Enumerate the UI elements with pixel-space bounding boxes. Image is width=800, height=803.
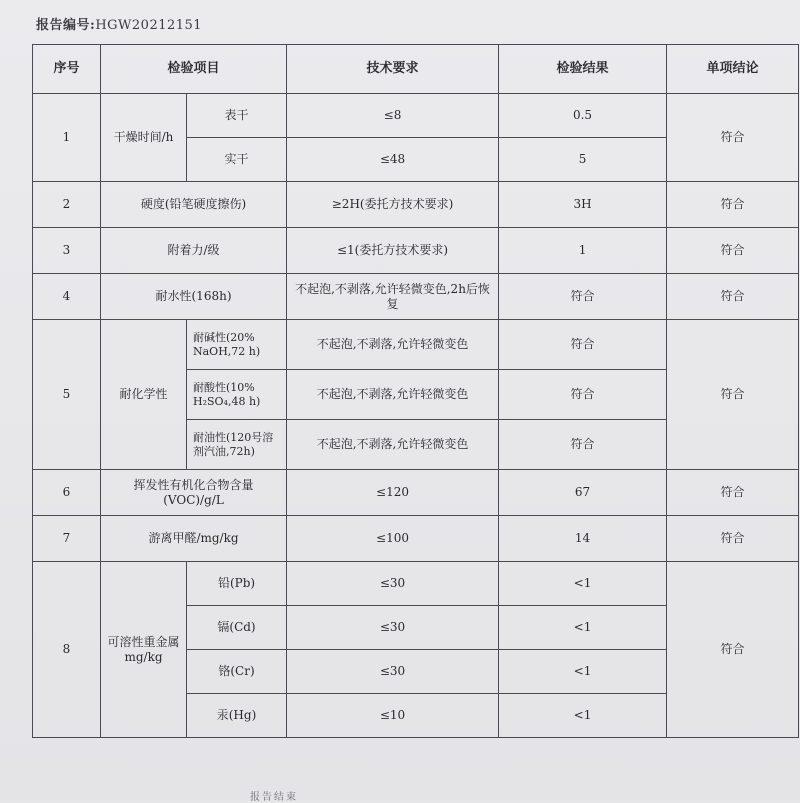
table-row <box>33 182 799 228</box>
report-number <box>36 14 202 33</box>
inspection-table <box>32 44 799 738</box>
cell-subitem: 汞(Hg) <box>187 694 287 738</box>
cell-item: 耐水性(168h) <box>101 274 287 320</box>
cell-seq: 5 <box>33 320 101 470</box>
cell-conclusion: 符合 <box>667 562 799 738</box>
header-seq: 序号 <box>33 45 101 94</box>
cell-seq: 1 <box>33 94 101 182</box>
cell-subitem: 镉(Cd) <box>187 606 287 650</box>
table-row <box>33 228 799 274</box>
table-row <box>33 274 799 320</box>
cell-result: 0.5 <box>499 94 667 138</box>
cell-seq: 7 <box>33 516 101 562</box>
cell-conclusion: 符合 <box>667 228 799 274</box>
cell-result: <1 <box>499 606 667 650</box>
cell-item: 游离甲醛/mg/kg <box>101 516 287 562</box>
cell-seq: 2 <box>33 182 101 228</box>
cell-result: 67 <box>499 470 667 516</box>
header-item: 检验项目 <box>101 45 287 94</box>
cell-requirement: ≤30 <box>287 650 499 694</box>
cell-seq: 6 <box>33 470 101 516</box>
cell-conclusion: 符合 <box>667 274 799 320</box>
table-row <box>33 320 799 370</box>
cell-requirement: 不起泡,不剥落,允许轻微变色 <box>287 370 499 420</box>
cell-requirement: 不起泡,不剥落,允许轻微变色,2h后恢复 <box>287 274 499 320</box>
cell-result: 符合 <box>499 370 667 420</box>
cell-subitem: 实干 <box>187 138 287 182</box>
cell-seq: 3 <box>33 228 101 274</box>
cell-requirement: ≤8 <box>287 94 499 138</box>
cell-result: <1 <box>499 650 667 694</box>
cell-item: 耐化学性 <box>101 320 187 470</box>
report-end-fragment: 报告结束 <box>250 792 298 803</box>
table-row <box>33 94 799 138</box>
cell-seq: 8 <box>33 562 101 738</box>
cell-subitem: 耐碱性(20% NaOH,72 h) <box>187 320 287 370</box>
cell-result: 14 <box>499 516 667 562</box>
cell-requirement: ≤120 <box>287 470 499 516</box>
cell-conclusion: 符合 <box>667 320 799 470</box>
cell-item: 可溶性重金属mg/kg <box>101 562 187 738</box>
header-requirement: 技术要求 <box>287 45 499 94</box>
cell-requirement: ≥2H(委托方技术要求) <box>287 182 499 228</box>
cell-conclusion: 符合 <box>667 516 799 562</box>
table-row <box>33 470 799 516</box>
table-header-row <box>33 45 799 94</box>
cell-requirement: 不起泡,不剥落,允许轻微变色 <box>287 420 499 470</box>
cell-item: 硬度(铅笔硬度擦伤) <box>101 182 287 228</box>
cell-result: <1 <box>499 562 667 606</box>
table-row <box>33 562 799 606</box>
cell-result: 3H <box>499 182 667 228</box>
cell-subitem: 耐油性(120号溶剂汽油,72h) <box>187 420 287 470</box>
cell-result: 1 <box>499 228 667 274</box>
cell-result: <1 <box>499 694 667 738</box>
cell-item: 附着力/级 <box>101 228 287 274</box>
header-result: 检验结果 <box>499 45 667 94</box>
cell-subitem: 耐酸性(10% H₂SO₄,48 h) <box>187 370 287 420</box>
cell-subitem: 铅(Pb) <box>187 562 287 606</box>
table-row <box>33 516 799 562</box>
cell-requirement: ≤10 <box>287 694 499 738</box>
cell-result: 5 <box>499 138 667 182</box>
cell-conclusion: 符合 <box>667 94 799 182</box>
cell-result: 符合 <box>499 274 667 320</box>
cell-requirement: ≤30 <box>287 606 499 650</box>
cell-seq: 4 <box>33 274 101 320</box>
header-conclusion: 单项结论 <box>667 45 799 94</box>
cell-result: 符合 <box>499 420 667 470</box>
cell-subitem: 表干 <box>187 94 287 138</box>
cell-result: 符合 <box>499 320 667 370</box>
cell-subitem: 铬(Cr) <box>187 650 287 694</box>
cell-item: 挥发性有机化合物含量(VOC)/g/L <box>101 470 287 516</box>
cell-requirement: ≤30 <box>287 562 499 606</box>
report-number-value: HGW20212151 <box>95 18 203 33</box>
cell-conclusion: 符合 <box>667 182 799 228</box>
cell-conclusion: 符合 <box>667 470 799 516</box>
cell-requirement: ≤100 <box>287 516 499 562</box>
cell-requirement: ≤1(委托方技术要求) <box>287 228 499 274</box>
cell-requirement: 不起泡,不剥落,允许轻微变色 <box>287 320 499 370</box>
report-number-label: 报告编号: <box>36 18 96 33</box>
cell-requirement: ≤48 <box>287 138 499 182</box>
cell-item: 干燥时间/h <box>101 94 187 182</box>
